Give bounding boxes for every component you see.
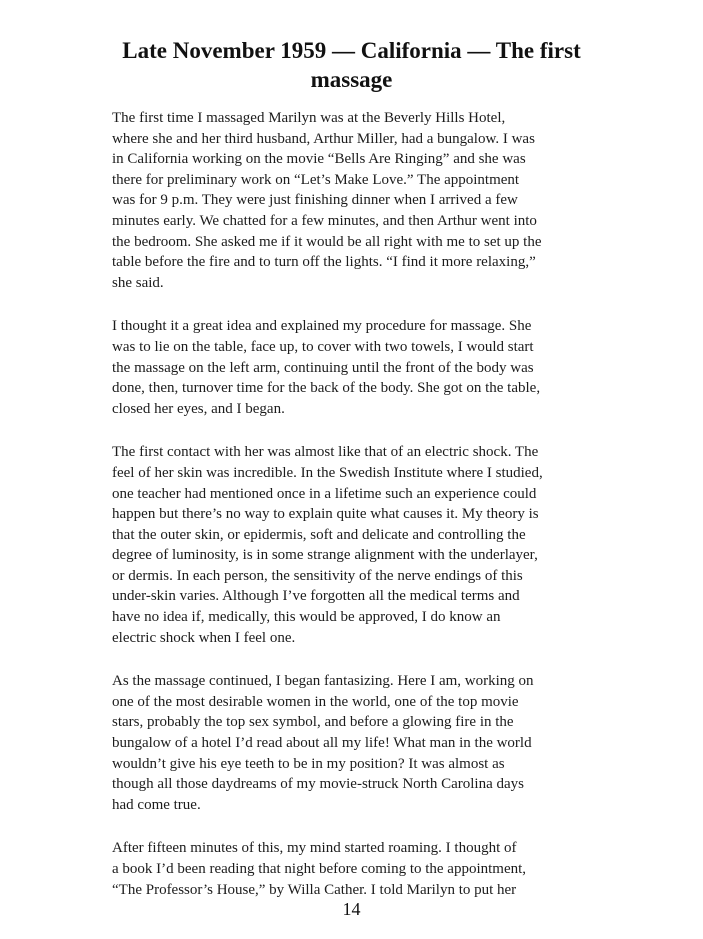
text-line: After fifteen minutes of this, my mind started roaming. I thought of (112, 840, 517, 857)
text-line: under-skin varies. Although I’ve forgotten all the medical terms and (112, 588, 520, 605)
text-line: I thought it a great idea and explained my procedure for massage. She (112, 318, 532, 335)
paragraph (112, 316, 602, 419)
chapter-title-line-2: massage (310, 67, 393, 92)
text-line: minutes early. We chatted for a few minutes, and then Arthur went into (112, 212, 537, 229)
text-line: a book I’d been reading that night before coming to the appointment, (112, 861, 527, 877)
text-line: have no idea if, medically, this would be approved, I do know an (112, 609, 501, 626)
page-number: 14 (342, 899, 361, 919)
text-line: was for 9 p.m. They were just finishing dinner when I arrived a few (112, 192, 518, 209)
chapter-title-line-1: Late November 1959 — California — The first (122, 38, 581, 63)
text-line: The first time I massaged Marilyn was at the Beverly Hills Hotel, (112, 110, 506, 126)
text-line: one of the most desirable women in the world, one of the top movie (112, 693, 519, 710)
text-line: The first contact with her was almost like that of an electric shock. The (112, 444, 539, 461)
text-line: feel of her skin was incredible. In the Swedish Institute where I studied, (112, 464, 543, 481)
text-line: wouldn’t give his eye teeth to be in my position? It was almost as (112, 755, 505, 772)
text-line: the bedroom. She asked me if it would be all right with me to set up the (112, 233, 542, 250)
text-line: in California working on the movie “Bells Are Ringing” and she was (112, 151, 526, 168)
text-line: where she and her third husband, Arthur Miller, had a bungalow. I was (112, 130, 535, 147)
text-line: bungalow of a hotel I’d read about all my life! What man in the world (112, 735, 532, 752)
paragraph (112, 671, 602, 815)
text-line: closed her eyes, and I began. (112, 400, 285, 417)
chapter-title (90, 36, 613, 94)
paragraph (112, 442, 602, 648)
text-line: the massage on the left arm, continuing until the front of the body was (112, 359, 534, 376)
body-text (112, 108, 602, 923)
text-line: one teacher had mentioned once in a lifetime such an experience could (112, 485, 537, 502)
text-line: that the outer skin, or epidermis, soft and delicate and controlling the (112, 526, 526, 543)
text-line: had come true. (112, 796, 201, 813)
text-line: there for preliminary work on “Let’s Make Love.” The appointment (112, 171, 520, 188)
paragraph (112, 838, 602, 900)
text-line: “The Professor’s House,” by Willa Cather. I told Marilyn to put her (112, 881, 517, 898)
text-line: she said. (112, 274, 164, 291)
text-line: table before the fire and to turn off the lights. “I find it more relaxing,” (112, 254, 536, 271)
text-line: or dermis. In each person, the sensitivity of the nerve endings of this (112, 567, 523, 584)
text-line: happen but there’s no way to explain quite what causes it. My theory is (112, 506, 539, 523)
text-line: degree of luminosity, is in some strange alignment with the underlayer, (112, 547, 538, 564)
text-line: though all those daydreams of my movie-struck North Carolina days (112, 776, 524, 793)
paragraph (112, 108, 602, 293)
text-line: was to lie on the table, face up, to cover with two towels, I would start (112, 338, 534, 355)
text-line: electric shock when I feel one. (112, 629, 296, 646)
text-line: done, then, turnover time for the back of the body. She got on the table, (112, 380, 541, 397)
text-line: As the massage continued, I began fantasizing. Here I am, working on (112, 673, 534, 690)
text-line: stars, probably the top sex symbol, and before a glowing fire in the (112, 714, 514, 731)
